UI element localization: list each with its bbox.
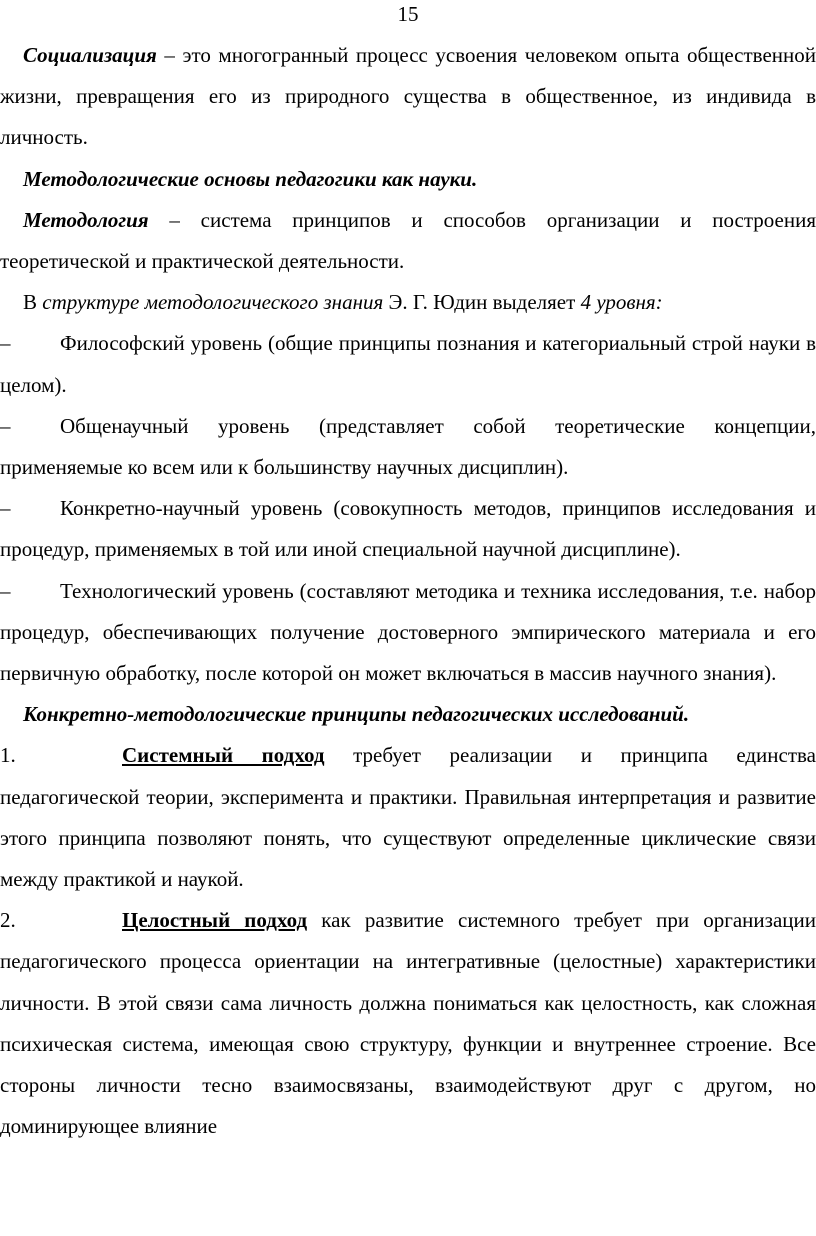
level-text: Общенаучный уровень (представляет собой теоретические концепции, применяемые ко всем или к большинству научных дисциплин). — [0, 413, 816, 480]
principle-text: как развитие системного требует при организации педагогического процесса ориентации на интегративные (целостные) характеристики личности. В этой связи сама личность должна пониматься как целостность, как сложная психическая система, имеющая свою структуру, функции и внутреннее строение. Все стороны личности тесно взаимосвязаны, взаимодействуют друг с другом, но доминирующее влияние — [0, 908, 816, 1139]
principle-text: требует реализации и принципа единства педагогической теории, эксперимента и практики. Правильная интерпретация и развитие этого принципа позволяют понять, что существуют определенные циклические связи между практикой и наукой. — [0, 743, 816, 892]
methodology-definition — [0, 200, 816, 282]
socialization-term: Социализация — [23, 43, 157, 67]
principle-term: Целостный подход — [122, 908, 308, 933]
list-dash-marker: – — [0, 331, 11, 356]
principle-item-system-approach — [0, 735, 816, 900]
principle-number: 2. — [0, 908, 16, 933]
structure-levels-count: 4 уровня: — [580, 290, 663, 315]
structure-prefix: В — [23, 290, 43, 315]
principles-heading: Конкретно-методологические принципы педагогических исследований. — [23, 702, 690, 727]
structure-middle: Э. Г. Юдин выделяет — [383, 290, 581, 315]
principle-item-holistic-approach — [0, 900, 816, 1147]
page-content — [0, 35, 816, 1147]
socialization-definition — [0, 35, 816, 159]
level-text: Конкретно-научный уровень (совокупность методов, принципов исследования и процедур, применяемых в той или иной специальной научной дисциплине). — [0, 496, 816, 562]
socialization-text: – это многогранный процесс усвоения человеком опыта общественной жизни, превращения его из природного существа в общественное, из индивида в личность. — [0, 43, 816, 150]
structure-italic-term: структуре методологического знания — [42, 290, 384, 315]
methodology-text: – система принципов и способов организации и построения теоретической и практической деятельности. — [0, 207, 816, 274]
list-dash-marker: – — [0, 578, 11, 603]
list-dash-marker: – — [0, 496, 11, 521]
structure-intro — [0, 282, 816, 323]
methodology-term: Методология — [23, 207, 149, 232]
list-item-level-philosophical — [0, 323, 816, 405]
list-item-level-general-scientific — [0, 406, 816, 488]
principle-term: Системный подход — [122, 743, 325, 768]
page-number: 15 — [397, 2, 419, 26]
principle-number: 1. — [0, 743, 16, 768]
level-text: Философский уровень (общие принципы познания и категориальный строй науки в целом). — [0, 331, 816, 397]
level-text: Технологический уровень (составляют методика и техника исследования, т.е. набор процедур, обеспечивающих получение достоверного эмпирического материала и его первичную обработку, после которой он может включаться в массив научного знания). — [0, 578, 816, 686]
list-dash-marker: – — [0, 413, 11, 438]
list-item-level-technological — [0, 571, 816, 695]
methodological-heading: Методологические основы педагогики как науки. — [23, 166, 478, 191]
list-item-level-concrete-scientific — [0, 488, 816, 570]
